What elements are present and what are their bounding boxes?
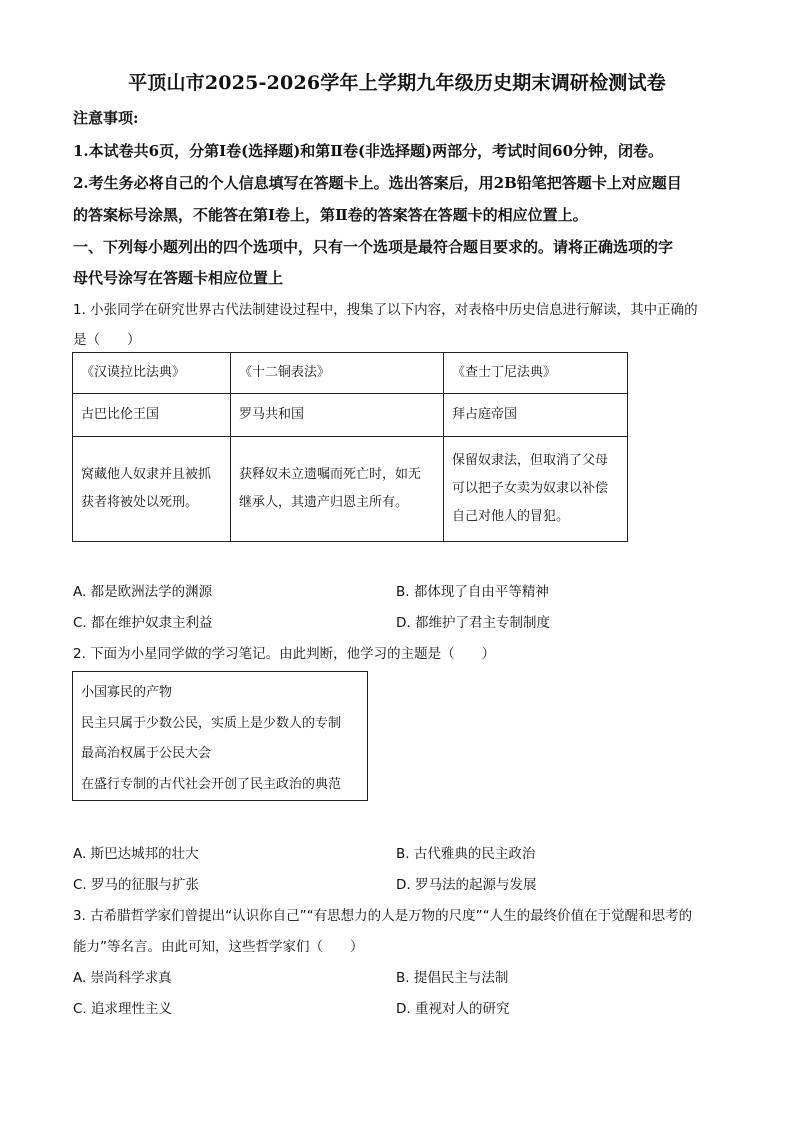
q1-stem-line-2: 是（ ） [73,332,141,348]
q2-study-notes [72,671,368,801]
q3-option-b: B. 提倡民主与法制 [396,970,509,986]
cell-line: 自己对他人的冒犯。 [452,509,570,524]
cell-line: 可以把子女卖为奴隶以补偿 [452,481,609,496]
notice-heading: 注意事项: [73,109,139,127]
note-line: 在盛行专制的古代社会开创了民主政治的典范 [81,776,342,792]
q3-stem-line-2: 能力”等名言。由此可知，这些哲学家们（ ） [73,939,364,955]
q1-option-c: C. 都在维护奴隶主利益 [73,615,213,631]
q1-option-d: D. 都维护了君主专制制度 [396,615,550,631]
section-heading-line-1: 一、下列每小题列出的四个选项中，只有一个选项是最符合题目要求的。请将正确选项的字 [73,238,674,256]
q1-option-b: B. 都体现了自由平等精神 [396,584,549,600]
note-line: 小国寡民的产物 [81,685,173,700]
table-cell: 《十二铜表法》 [231,353,444,394]
table-cell [73,437,231,542]
cell-line: 保留奴隶法，但取消了父母 [452,453,609,468]
table-row [73,353,628,394]
table-cell: 罗马共和国 [231,394,444,437]
table-cell [444,437,628,542]
q3-option-c: C. 追求理性主义 [73,1001,173,1017]
note-line: 最高治权属于公民大会 [81,746,212,761]
cell-line: 获释奴未立遗嘱而死亡时，如无 [239,467,422,482]
cell-line: 窝藏他人奴隶并且被抓 [81,467,212,482]
table-cell: 《查士丁尼法典》 [444,353,628,394]
q2-option-d: D. 罗马法的起源与发展 [396,877,537,893]
q2-option-c: C. 罗马的征服与扩张 [73,877,200,893]
notice-line-1: 1.本试卷共6页，分第Ⅰ卷(选择题)和第Ⅱ卷(非选择题)两部分，考试时间60分钟，闭卷。 [73,142,664,160]
table-cell: 《汉谟拉比法典》 [73,353,231,394]
notice-line-2a: 2.考生务必将自己的个人信息填写在答题卡上。选出答案后，用2B铅笔把答题卡上对应题目 [73,174,682,192]
table-cell [231,437,444,542]
q2-option-b: B. 古代雅典的民主政治 [396,846,536,862]
table-row [73,394,628,437]
q2-option-a: A. 斯巴达城邦的壮大 [73,846,199,862]
table-cell: 古巴比伦王国 [73,394,231,437]
note-line: 民主只属于少数公民，实质上是少数人的专制 [81,715,342,731]
q1-law-table [72,352,628,542]
exam-title: 平顶山市2025-2026学年上学期九年级历史期末调研检测试卷 [128,72,666,94]
q1-stem-line-1: 1. 小张同学在研究世界古代法制建设过程中，搜集了以下内容，对表格中历史信息进行解读，其中正确的 [73,302,698,318]
q3-option-a: A. 崇尚科学求真 [73,970,172,986]
notice-line-2b: 的答案标号涂黑，不能答在第Ⅰ卷上，第Ⅱ卷的答案答在答题卡的相应位置上。 [73,206,588,224]
q3-option-d: D. 重视对人的研究 [396,1001,510,1017]
cell-line: 获者将被处以死刑。 [81,495,199,510]
cell-line: 继承人，其遗产归恩主所有。 [239,495,409,510]
q3-stem-line-1: 3. 古希腊哲学家们曾提出“认识你自己”“有思想力的人是万物的尺度”“人生的最终价值在于觉醒和思考的 [73,908,693,924]
section-heading-line-2: 母代号涂写在答题卡相应位置上 [73,269,284,287]
q1-option-a: A. 都是欧洲法学的渊源 [73,584,213,600]
table-cell: 拜占庭帝国 [444,394,628,437]
q2-stem: 2. 下面为小星同学做的学习笔记。由此判断，他学习的主题是（ ） [73,646,496,662]
table-row [73,437,628,542]
